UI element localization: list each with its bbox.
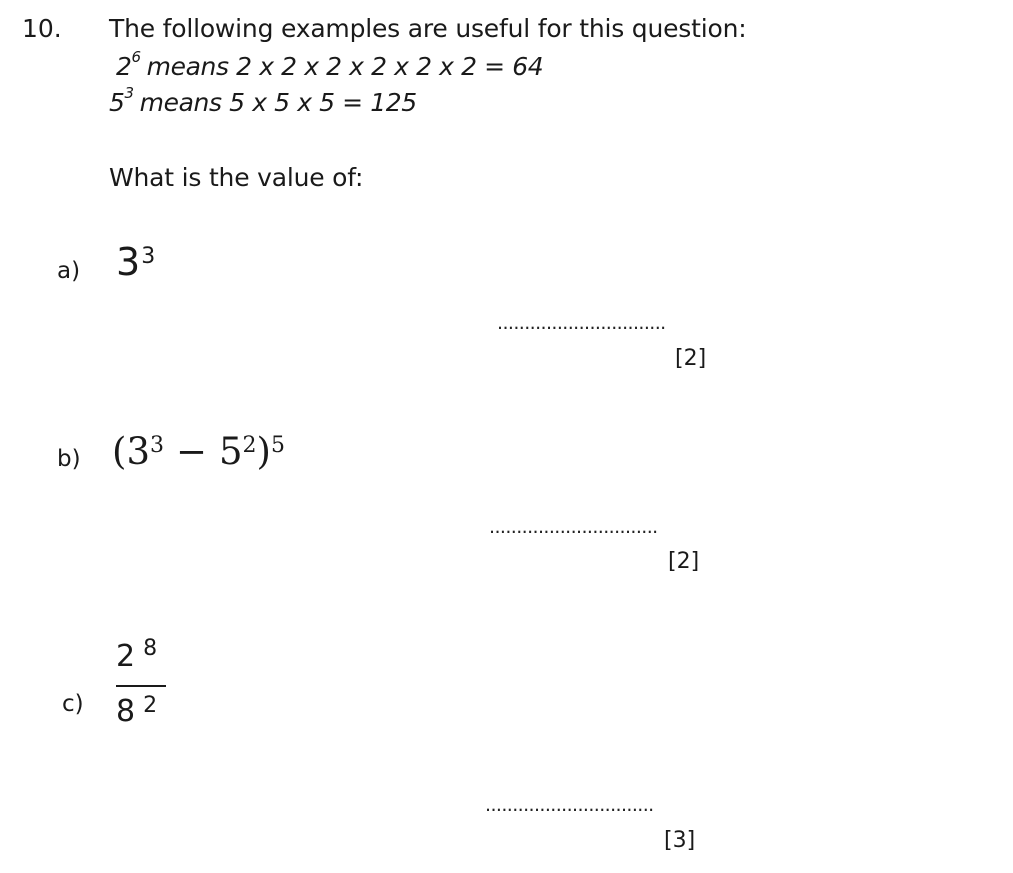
part-a-label: a) xyxy=(57,258,81,284)
example-2-base: 5 xyxy=(109,88,125,117)
question-prompt: What is the value of: xyxy=(109,163,364,192)
part-b-answer-line[interactable]: ............................... xyxy=(489,516,658,538)
part-a-base: 3 xyxy=(116,240,141,284)
part-b-term1-exponent: 3 xyxy=(149,433,164,458)
example-2-text: means 5 x 5 x 5 = 125 xyxy=(139,88,417,117)
part-b-term2-base: 5 xyxy=(219,430,243,473)
example-2 xyxy=(109,84,417,117)
fraction-bar xyxy=(116,685,166,687)
part-c-marks: [3] xyxy=(664,828,696,853)
part-a-expression xyxy=(116,240,155,284)
question-number: 10. xyxy=(22,14,62,43)
part-b-term2-exponent: 2 xyxy=(242,433,257,458)
part-b-expression xyxy=(112,430,285,473)
part-c-denominator-exponent: 2 xyxy=(143,693,158,718)
part-c-denominator-base: 8 xyxy=(116,694,136,729)
part-b-open-paren: ( xyxy=(112,430,127,473)
example-1-exponent: 6 xyxy=(131,48,141,66)
part-a-exponent: 3 xyxy=(141,244,156,269)
part-a-marks: [2] xyxy=(675,346,707,371)
example-1-base: 2 xyxy=(116,52,132,81)
part-c-numerator-exponent: 8 xyxy=(143,636,158,661)
example-2-exponent: 3 xyxy=(124,84,134,102)
part-b-marks: [2] xyxy=(668,549,700,574)
part-b-close-paren: ) xyxy=(256,430,271,473)
part-a-answer-line[interactable]: ............................... xyxy=(497,312,666,334)
part-b-term1-base: 3 xyxy=(126,430,150,473)
example-1-text: means 2 x 2 x 2 x 2 x 2 x 2 = 64 xyxy=(146,52,544,81)
part-b-outer-exponent: 5 xyxy=(270,433,285,458)
question-intro: The following examples are useful for this question: xyxy=(109,14,747,43)
part-c-numerator-base: 2 xyxy=(116,639,136,674)
part-c-label: c) xyxy=(62,691,84,717)
part-b-label: b) xyxy=(57,446,81,472)
example-1 xyxy=(116,48,544,81)
part-c-fraction xyxy=(116,636,166,731)
part-c-denominator xyxy=(116,693,166,731)
part-c-answer-line[interactable]: ............................... xyxy=(485,794,654,816)
part-b-operator: − xyxy=(175,430,207,473)
part-c-numerator xyxy=(116,636,166,676)
